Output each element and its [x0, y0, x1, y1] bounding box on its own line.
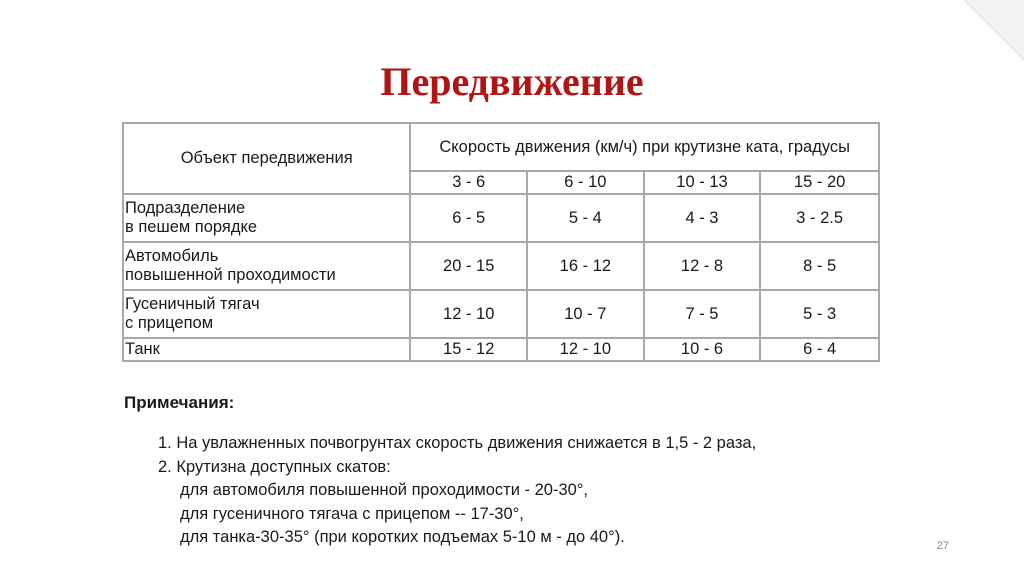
- note-subline: для гусеничного тягача с прицепом -- 17-30°,: [180, 504, 524, 523]
- speed-cell: 8 - 5: [760, 242, 879, 290]
- speed-cell: 15 - 12: [410, 338, 527, 361]
- speed-cell: 20 - 15: [410, 242, 527, 290]
- object-line: Автомобиль: [125, 247, 219, 265]
- grade-header: 10 - 13: [644, 171, 761, 194]
- object-column-header: Объект передвижения: [123, 123, 410, 194]
- note-subline: для танка-30-35° (при коротких подъемах 5-10 м - до 40°).: [180, 528, 625, 546]
- speed-cell: 5 - 4: [527, 194, 644, 242]
- object-line: повышенной проходимости: [125, 266, 336, 284]
- grade-header: 6 - 10: [527, 171, 644, 194]
- speed-cell: 12 - 10: [527, 338, 644, 361]
- object-line: Гусеничный тягач: [125, 295, 260, 313]
- speed-cell: 4 - 3: [644, 194, 761, 242]
- speed-cell: 6 - 4: [760, 338, 879, 361]
- object-cell: [123, 194, 410, 242]
- speed-cell: 5 - 3: [760, 290, 879, 338]
- speed-cell: 7 - 5: [644, 290, 761, 338]
- object-line: Подразделение: [125, 199, 246, 217]
- note-line: 1. На увлажненных почвогрунтах скорость движения снижается в 1,5 - 2 раза,: [158, 434, 757, 452]
- page-number: 27: [936, 540, 949, 552]
- speed-cell: 12 - 10: [410, 290, 527, 338]
- notes-title: Примечания:: [124, 393, 235, 412]
- speed-column-header: Скорость движения (км/ч) при крутизне ката, градусы: [410, 123, 879, 171]
- header-row: [123, 123, 879, 171]
- object-cell: [123, 290, 410, 338]
- grade-header: 15 - 20: [760, 171, 879, 194]
- table-row: [123, 194, 879, 242]
- grade-header: 3 - 6: [410, 171, 527, 194]
- table-row: [123, 290, 879, 338]
- object-cell: [123, 242, 410, 290]
- slide-title: Передвижение: [380, 59, 644, 104]
- note-line: 2. Крутизна доступных скатов:: [158, 457, 391, 476]
- speed-cell: 12 - 8: [644, 242, 761, 290]
- speed-cell: 16 - 12: [527, 242, 644, 290]
- corner-decoration: [964, 0, 1024, 60]
- speed-cell: 6 - 5: [410, 194, 527, 242]
- note-subline: для автомобиля повышенной проходимости - 20-30°,: [180, 481, 589, 499]
- table-row: [123, 242, 879, 290]
- speed-cell: 10 - 6: [644, 338, 761, 361]
- notes-list: [158, 432, 756, 550]
- object-cell: [123, 338, 410, 361]
- speed-table: [122, 122, 880, 362]
- object-line: в пешем порядке: [125, 218, 258, 236]
- speed-cell: 10 - 7: [527, 290, 644, 338]
- speed-cell: 3 - 2.5: [760, 194, 879, 242]
- object-line: Танк: [125, 340, 160, 358]
- object-line: с прицепом: [125, 314, 214, 332]
- table-row: [123, 338, 879, 361]
